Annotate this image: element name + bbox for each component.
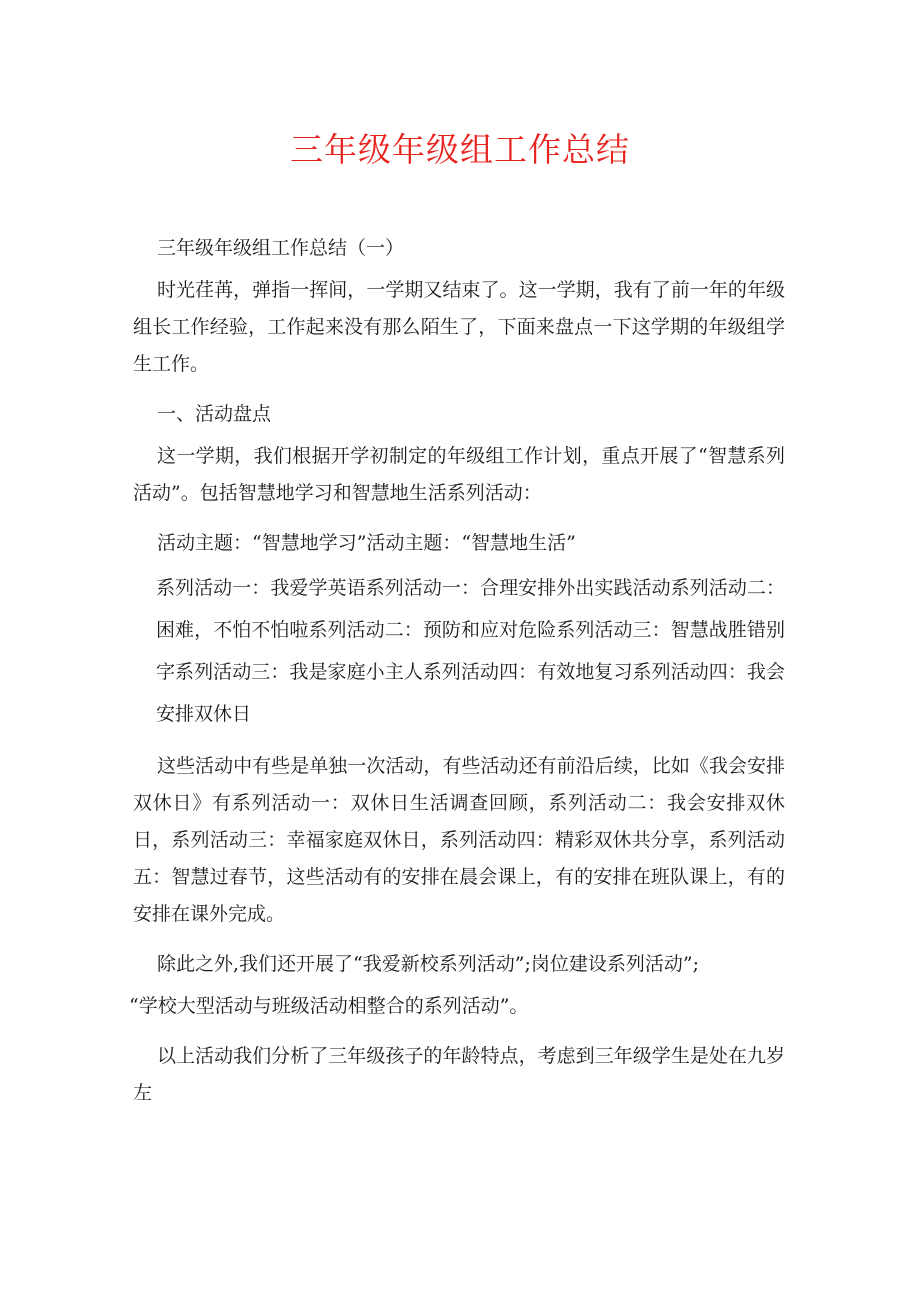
paragraph: 这些活动中有些是单独一次活动，有些活动还有前沿后续，比如《我会安排双休日》有系列活动一：双休日生活调查回顾，系列活动二：我会安排双休日，系列活动三：幸福家庭双休日，系列活动四：精彩双休共分享，系列活动五：智慧过春节，这些活动有的安排在晨会课上，有的安排在班队课上，有的安排在课外完成。	[133, 755, 785, 925]
paragraph: 除此之外,我们还开展了“我爱新校系列活动”;岗位建设系列活动”;	[157, 953, 699, 975]
paragraph: 时光荏苒，弹指一挥间，一学期又结束了。这一学期，我有了前一年的年级组长工作经验，工作起来没有那么陌生了，下面来盘点一下这学期的年级组学生工作。	[133, 279, 785, 375]
paragraph: 以上活动我们分析了三年级孩子的年龄特点，考虑到三年级学生是处在九岁左	[133, 1045, 785, 1104]
paragraph: “学校大型活动与班级活动相整合的系列活动”。	[129, 995, 529, 1017]
document-title: 三年级年级组工作总结	[290, 130, 630, 169]
paragraph: 活动主题：“智慧地学习”活动主题：“智慧地生活”	[157, 532, 576, 554]
document-body	[129, 230, 785, 1125]
section-heading: 一、活动盘点	[157, 403, 272, 425]
paragraph: 这一学期，我们根据开学初制定的年级组工作计划，重点开展了“智慧系列活动”。包括智慧地学习和智慧地生活系列活动：	[133, 445, 785, 504]
section-heading: 三年级年级组工作总结（一）	[157, 237, 405, 259]
paragraph-activity-list: 系列活动一：我爱学英语系列活动一：合理安排外出实践活动系列活动二：困难，不怕不怕啦系列活动二：预防和应对危险系列活动三：智慧战胜错别字系列活动三：我是家庭小主人系列活动四：有效地复习系列活动四：我会安排双休日	[156, 577, 785, 725]
